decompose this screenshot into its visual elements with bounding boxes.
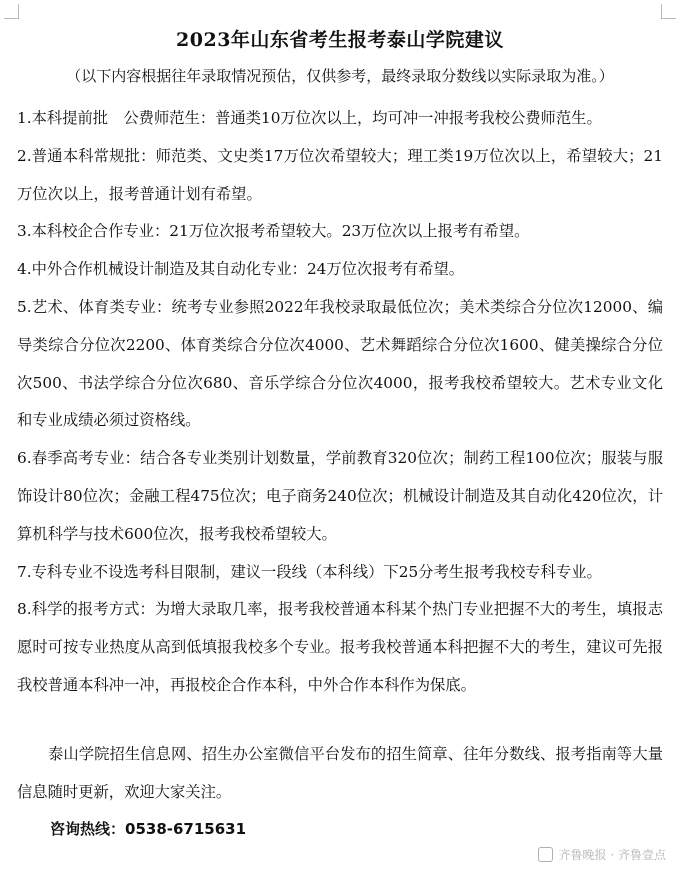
paragraph-7: 7.专科专业不设选考科目限制，建议一段线（本科线）下25分考生报考我校专科专业。 bbox=[17, 562, 602, 581]
hotline-number: 0538-6715631 bbox=[125, 820, 247, 839]
paragraph-8: 8.科学的报考方式：为增大录取几率，报考我校普通本科某个热门专业把握不大的考生，填报志愿时可按专业热度从高到低填报我校多个专业。报考我校普通本科把握不大的考生，建议可先报我校普通本科冲一冲，再报校企合作本科，中外合作本科作为保底。 bbox=[17, 600, 663, 694]
watermark-text: 齐鲁晚报 · 齐鲁壹点 bbox=[558, 848, 666, 862]
paragraph-4: 4.中外合作机械设计制造及其自动化专业：24万位次报考有希望。 bbox=[17, 260, 465, 279]
paragraph-6: 6.春季高考专业：结合各专业类别计划数量，学前教育320位次；制药工程100位次；服装与服饰设计80位次；金融工程475位次；电子商务240位次；机械设计制造及其自动化420位次，计算机科学与技术600位次，报考我校希望较大。 bbox=[17, 449, 663, 543]
hotline-label: 咨询热线： bbox=[50, 820, 126, 839]
paragraph-3: 3.本科校企合作专业：21万位次报考希望较大。23万位次以上报考有希望。 bbox=[17, 222, 530, 241]
hotline bbox=[17, 811, 663, 849]
paragraph-2: 2.普通本科常规批：师范类、文史类17万位次希望较大；理工类19万位次以上，希望较大；21万位次以上，报考普通计划有希望。 bbox=[17, 146, 663, 203]
paragraph-5: 5.艺术、体育类专业：统考专业参照2022年我校录取最低位次；美术类综合分位次12000、编导类综合分位次2200、体育类综合分位次4000、艺术舞蹈综合分位次1600、健美操综合分位次500、书法学综合分位次680、音乐学综合分位次4000，报考我校希望较大。艺术专业文化和专业成绩必须过资格线。 bbox=[17, 297, 663, 430]
disclaimer-note: （以下内容根据往年录取情况预估，仅供参考，最终录取分数线以实际录取为准。） bbox=[66, 67, 614, 85]
document-title: 2023年山东省考生报考泰山学院建议 bbox=[176, 29, 504, 51]
watermark-logo-icon bbox=[538, 847, 553, 862]
watermark bbox=[538, 846, 666, 863]
document-body bbox=[17, 100, 663, 849]
corner-mark-right bbox=[661, 4, 676, 19]
closing-paragraph: 泰山学院招生信息网、招生办公室微信平台发布的招生简章、往年分数线、报考指南等大量信息随时更新，欢迎大家关注。 bbox=[17, 744, 663, 801]
paragraph-1: 1.本科提前批 公费师范生：普通类10万位次以上，均可冲一冲报考我校公费师范生。 bbox=[17, 109, 602, 127]
corner-mark-left bbox=[4, 4, 19, 19]
